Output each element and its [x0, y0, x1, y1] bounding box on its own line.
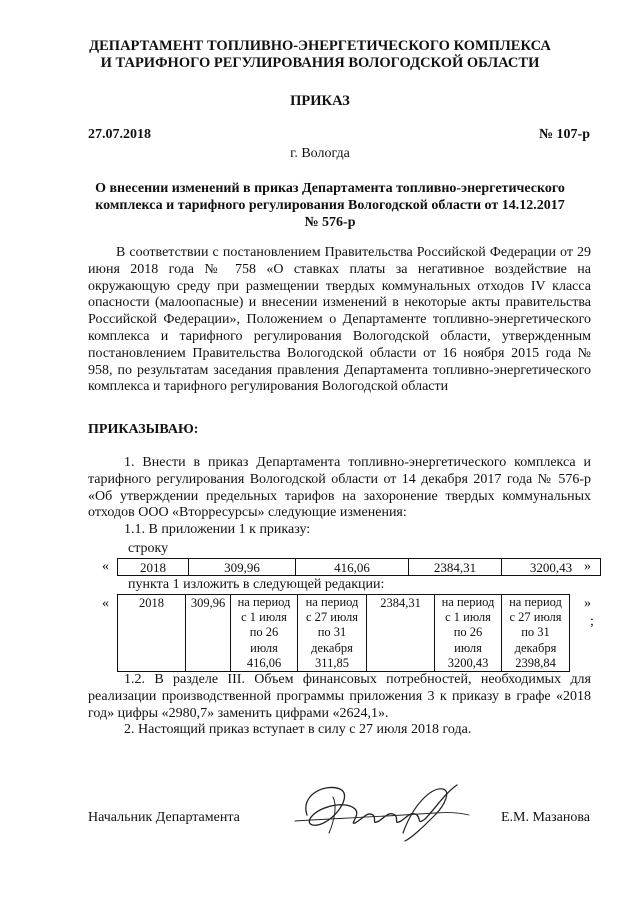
table-row — [118, 595, 570, 672]
order-number: № 107-р — [538, 127, 590, 142]
quote-open-new-row: « — [102, 596, 109, 611]
cell-text: на период с 1 июля по 26 июля 3200,43 — [441, 595, 495, 670]
quote-close-new-row: » — [584, 596, 591, 611]
new-row-label: пункта 1 изложить в следующей редакции: — [128, 577, 385, 592]
table-cell: 416,06 — [296, 559, 409, 576]
table-cell — [186, 595, 231, 672]
item-2-paragraph: 2. Настоящий приказ вступает в силу с 27 июля 2018 года. — [124, 722, 472, 737]
table-cell — [118, 595, 186, 672]
table-cell: 309,96 — [189, 559, 296, 576]
cell-text: 309,96 — [190, 596, 226, 610]
table-cell: 2384,31 — [409, 559, 502, 576]
order-city: г. Вологда — [290, 146, 350, 161]
order-word: ПРИКАЗЫВАЮ: — [88, 422, 199, 437]
department-line-1: ДЕПАРТАМЕНТ ТОПЛИВНО-ЭНЕРГЕТИЧЕСКОГО КОМПЛЕКСА — [89, 38, 551, 54]
item-1-paragraph: 1. Внести в приказ Департамента топливно-энергетического комплекса и тарифного регулирования Вологодской области от 14 декабря 2017 года № 576-р «Об утверждении предельных тарифов на захоронение твердых коммунальных отходов ООО «Вторресурсы» следующие изменения: — [88, 455, 591, 521]
cell-text: 2384,31 — [380, 596, 421, 610]
subitem-1-2: 1.2. В разделе III. Объем финансовых потребностей, необходимых для реализации производственной программы приложения 3 к приказу в графе «2018 год» цифры «2980,7» заменить цифрами «2624,1». — [88, 672, 591, 721]
order-subject: О внесении изменений в приказ Департамента топливно-энергетического комплекса и тарифного регулирования Вологодской области от 14.12.2017 № 576-р — [95, 181, 565, 230]
quote-close-old-row: » — [584, 559, 591, 574]
quote-open-old-row: « — [102, 559, 109, 574]
table-cell — [298, 595, 367, 672]
signatory-position: Начальник Департамента — [88, 810, 240, 825]
department-line-2: И ТАРИФНОГО РЕГУЛИРОВАНИЯ ВОЛОГОДСКОЙ ОБЛАСТИ — [100, 55, 540, 71]
row-label: строку — [128, 541, 169, 556]
doc-type-title: ПРИКАЗ — [290, 93, 350, 109]
order-date: 27.07.2018 — [88, 127, 151, 142]
basis-paragraph: В соответствии с постановлением Правительства Российской Федерации от 29 июня 2018 года № 758 «О ставках платы за негативное воздействие на окружающую среду при размещении твердых коммунальных отходов IV класса опасности (малоопасные) и внесении изменений в некоторые акты правительства Российской Федерации», Положением о Департаменте топливно-энергетического комплекса и тарифного регулирования Вологодской области, утвержденным постановлением Правительства Вологодской области от 16 ноября 2015 года № 958, по результатам заседания правления Департамента топливно-энергетического комплекса и тарифного регулирования Вологодской области — [88, 245, 591, 395]
cell-text: на период с 27 июля по 31 декабря 2398,84 — [509, 595, 562, 670]
cell-text: 2018 — [139, 596, 164, 610]
table-cell — [367, 595, 435, 672]
cell-text: на период с 1 июля по 26 июля 416,06 — [237, 595, 291, 670]
cell-text: на период с 27 июля по 31 декабря 311,85 — [305, 595, 359, 670]
semicolon-mark: ; — [590, 614, 594, 629]
new-tariff-row — [117, 594, 570, 672]
signatory-name: Е.М. Мазанова — [500, 810, 590, 825]
old-tariff-row — [117, 558, 601, 576]
table-row — [118, 559, 601, 576]
table-cell: 2018 — [118, 559, 189, 576]
handwritten-signature — [285, 775, 475, 847]
table-cell — [502, 595, 570, 672]
table-cell — [435, 595, 502, 672]
table-cell — [231, 595, 298, 672]
table-cell: 3200,43 — [502, 559, 601, 576]
subitem-1-1: 1.1. В приложении 1 к приказу: — [124, 522, 311, 537]
department-header — [60, 38, 580, 72]
